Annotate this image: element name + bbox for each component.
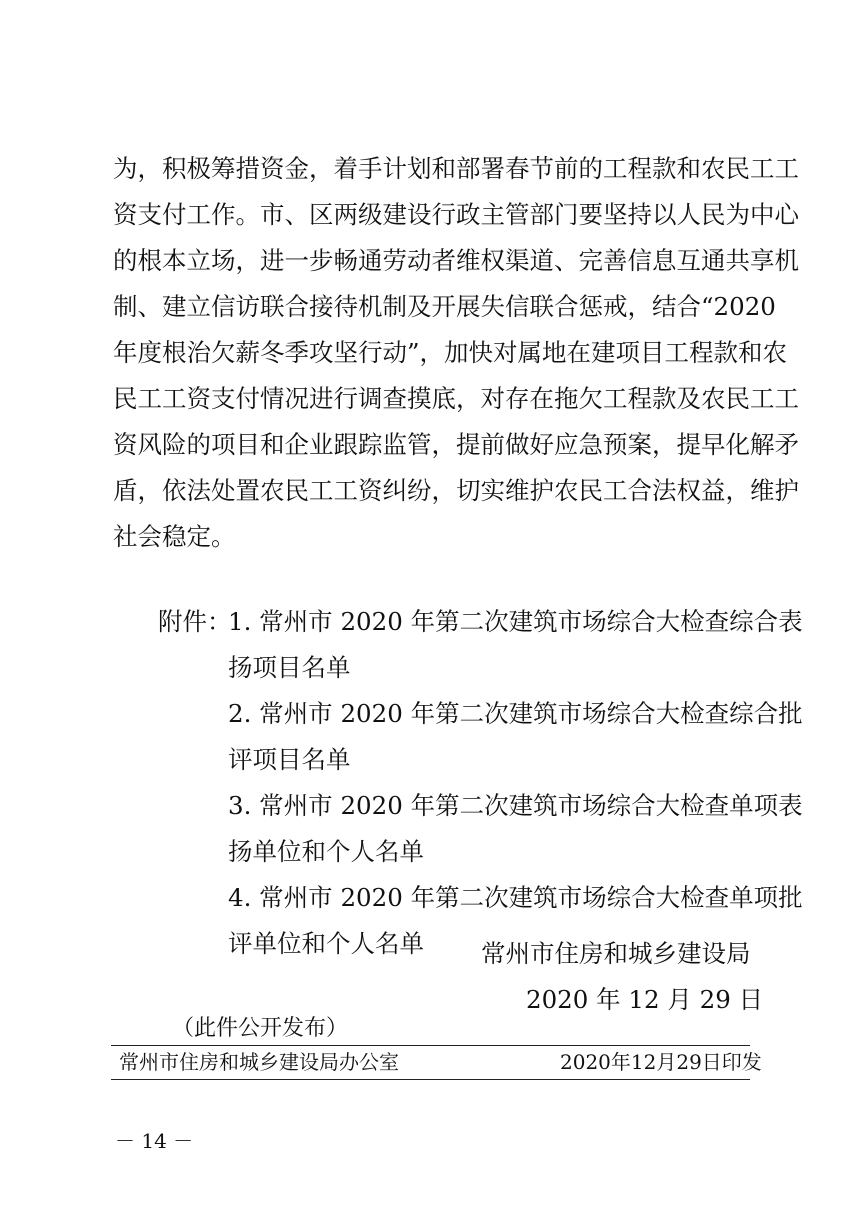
body-line: 年度根治欠薪冬季攻坚行动”，加快对属地在建项目工程款和农	[113, 338, 788, 367]
attachments-label: 附件：	[158, 607, 232, 636]
footer-issue-date: 2020年12月29日印发	[560, 1050, 762, 1074]
footer-bottom-rule	[111, 1079, 750, 1080]
body-line: 资支付工作。市、区两级建设行政主管部门要坚持以人民为中心	[113, 200, 799, 229]
attachment-item-1-cont: 扬项目名单	[228, 653, 351, 682]
body-line: 民工工资支付情况进行调查摸底，对存在拖欠工程款及农民工工	[113, 384, 799, 413]
attachment-item-4-cont: 评单位和个人名单	[228, 929, 424, 958]
attachment-item-4: 4. 常州市 2020 年第二次建筑市场综合大检查单项批	[228, 883, 803, 912]
disclosure-note: （此件公开发布）	[172, 1016, 349, 1041]
signature-date: 2020 年 12 月 29 日	[526, 985, 764, 1014]
attachment-item-2: 2. 常州市 2020 年第二次建筑市场综合大检查综合批	[228, 699, 803, 728]
attachment-item-1: 1. 常州市 2020 年第二次建筑市场综合大检查综合表	[228, 607, 803, 636]
attachment-item-3-cont: 扬单位和个人名单	[228, 837, 424, 866]
body-line: 社会稳定。	[113, 522, 236, 551]
body-line: 制、建立信访联合接待机制及开展失信联合惩戒，结合“2020	[113, 292, 776, 321]
body-line: 的根本立场，进一步畅通劳动者维权渠道、完善信息互通共享机	[113, 246, 799, 275]
body-line: 资风险的项目和企业跟踪监管，提前做好应急预案，提早化解矛	[113, 430, 799, 459]
footer-top-rule	[111, 1045, 750, 1046]
footer-office: 常州市住房和城乡建设局办公室	[119, 1050, 399, 1074]
attachment-item-3: 3. 常州市 2020 年第二次建筑市场综合大检查单项表	[228, 791, 803, 820]
body-line: 盾，依法处置农民工工资纠纷，切实维护农民工合法权益，维护	[113, 476, 799, 505]
signature-issuer: 常州市住房和城乡建设局	[481, 939, 751, 968]
body-line: 为，积极筹措资金，着手计划和部署春节前的工程款和农民工工	[113, 154, 799, 183]
attachment-item-2-cont: 评项目名单	[228, 745, 351, 774]
page-number: － 14 －	[115, 1129, 194, 1153]
